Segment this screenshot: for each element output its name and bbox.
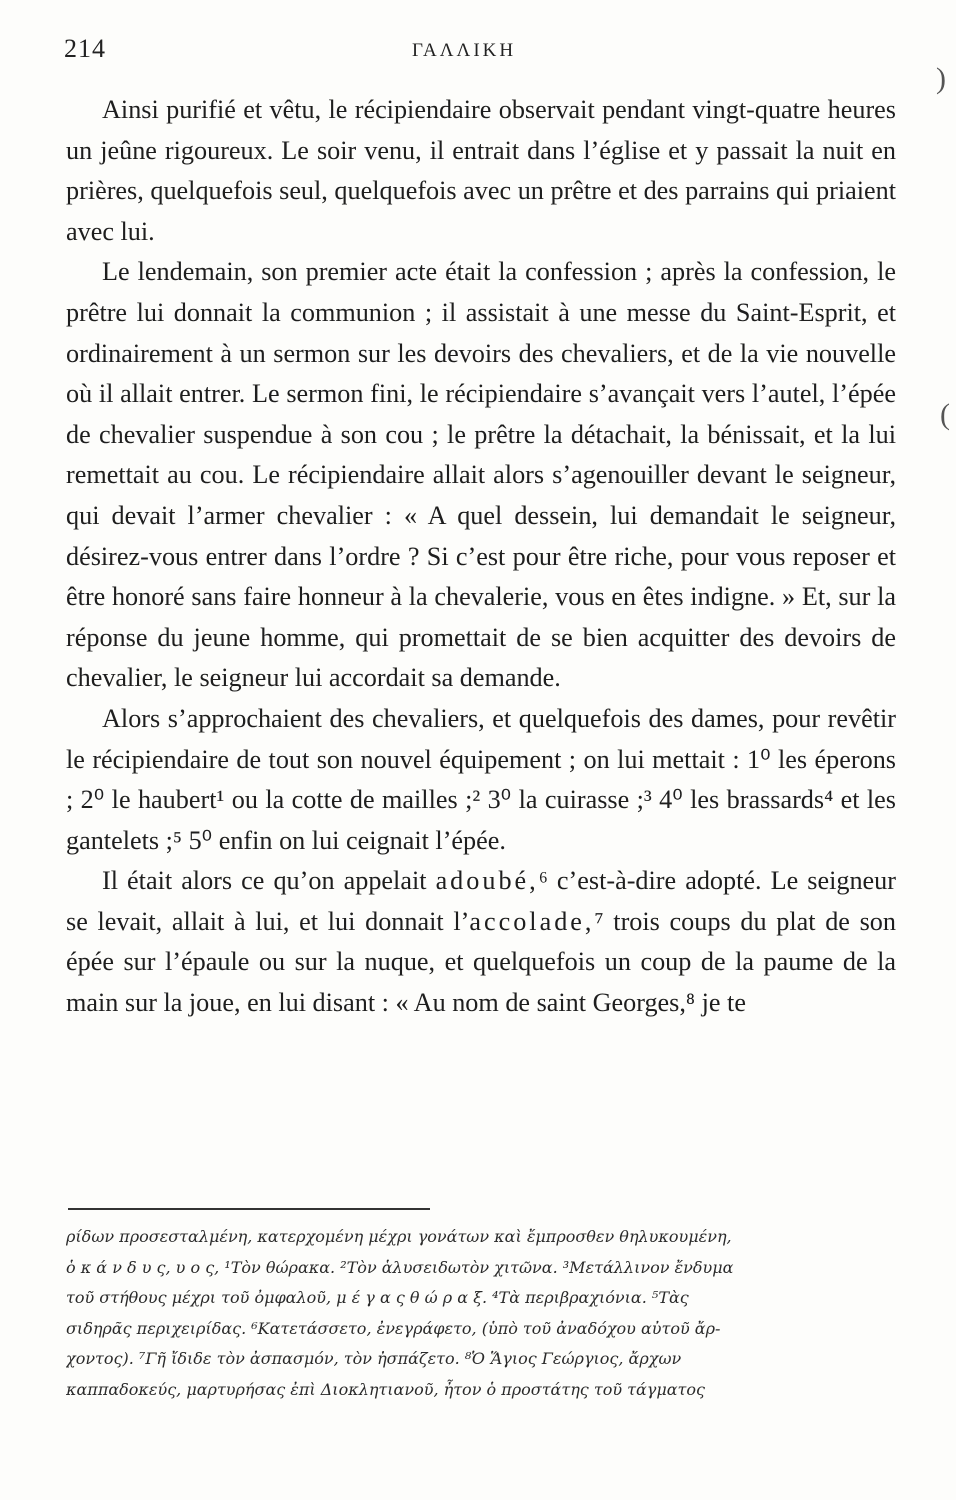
footnote-line: τοῦ στήθους μέχρι τοῦ ὀμφαλοῦ, μ έ γ α ς θ ώ ρ α ξ. ⁴Τὰ περιβραχιόνια. ⁵Τὰς [66,1288,689,1307]
term-accolade: accolade, [469,906,595,936]
footnote-line: καππαδοκεύς, μαρτυρήσας ἐπὶ Διοκλητιανοῦ, ἦτον ὁ προστάτης τοῦ τάγματος [66,1379,705,1399]
main-text [66,90,896,1024]
paragraph-4 [66,861,896,1023]
footnote-line: σιδηρᾶς περιχειρίδας. ⁶Κατετάσσετο, ἐνεγράφετο, (ὑπὸ τοῦ ἀναδόχου αὐτοῦ ἄρ- [66,1318,721,1338]
footnote-rule [68,1208,430,1210]
paragraph-1: Ainsi purifié et vêtu, le récipiendaire observait pendant vingt-quatre heures un jeûne rigoureux. Le soir venu, il entrait dans l’église et y passait la nuit en prières, quelquefois seul, quelquefois avec un prêtre et des parrains qui priaient avec lui. [66,95,896,246]
paragraph-3: Alors s’approchaient des chevaliers, et quelquefois des dames, pour revêtir le récipiendaire de tout son nouvel équipement ; on lui mettait : 1⁰ les éperons ; 2⁰ le haubert¹ ou la cotte de mailles ;² 3⁰ la cuirasse ;³ 4⁰ les brassards⁴ et les gantelets ;⁵ 5⁰ enfin on lui ceignait l’épée. [66,703,896,855]
paragraph-4-text-2: ⁶ c’est-à-dire adopté. Le seigneur se levait, allait à lui, et lui donnait l’ [66,866,896,936]
paragraph-2: Le lendemain, son premier acte était la confession ; après la confession, le prêtre lui donnait la communion ; il assistait à une messe du Saint-Esprit, et ordinairement à un sermon sur les devoirs des chevaliers, et de la vie nouvelle où il allait entrer. Le sermon fini, le récipiendaire s’avançait vers l’autel, l’épée de chevalier suspendue à son cou ; le prêtre la détachait, la bénissait, et la lui remettait au cou. Le récipiendaire allait alors s’agenouiller devant le seigneur, qui devait l’armer chevalier : « A quel dessein, lui demandait le seigneur, désirez-vous entrer dans l’ordre ? Si c’est pour être riche, pour vous reposer et être honoré sans faire honneur à la chevalerie, vous en êtes indigne. » Et, sur la réponse du jeune homme, qui promettait de se bien acquitter des devoirs de chevalier, le seigneur lui accordait sa demande. [66,257,896,693]
footnote-line: ρίδων προσεσταλμένη, κατερχομένη μέχρι γονάτων καὶ ἔμπροσθεν θηλυκουμένη, [66,1227,732,1246]
footnotes [66,1222,896,1405]
paragraph-4-text-3: ⁷ trois coups du plat de son épée sur l’épaule ou sur la nuque, et quelquefois un coup de la paume de la main sur la joue, en lui disant : « Au nom de saint Georges,⁸ je te [66,906,896,1018]
paragraph-4-text-1: Il était alors ce qu’on appelait [102,866,436,896]
page-number: 214 [64,34,106,63]
footnote-line: ὁ κ ά ν δ υ ς, υ ο ς, ¹Τὸν θώρακα. ²Τὸν ἁλυσειδωτὸν χιτῶνα. ³Μετάλλινον ἔνδυμα [66,1257,734,1277]
margin-mark: ( [940,398,950,431]
footnote-line: χοντος). ⁷Γῆ ἴδιδε τὸν ἀσπασμόν, τὸν ἠσπάζετο. ⁸Ὁ Ἅγιος Γεώργιος, ἄρχων [66,1349,682,1368]
margin-mark: ) [936,62,946,95]
term-adoube: adoubé, [435,866,539,896]
page-header [64,34,896,74]
running-title: ΓΑΛΛΙΚΗ [412,40,517,61]
